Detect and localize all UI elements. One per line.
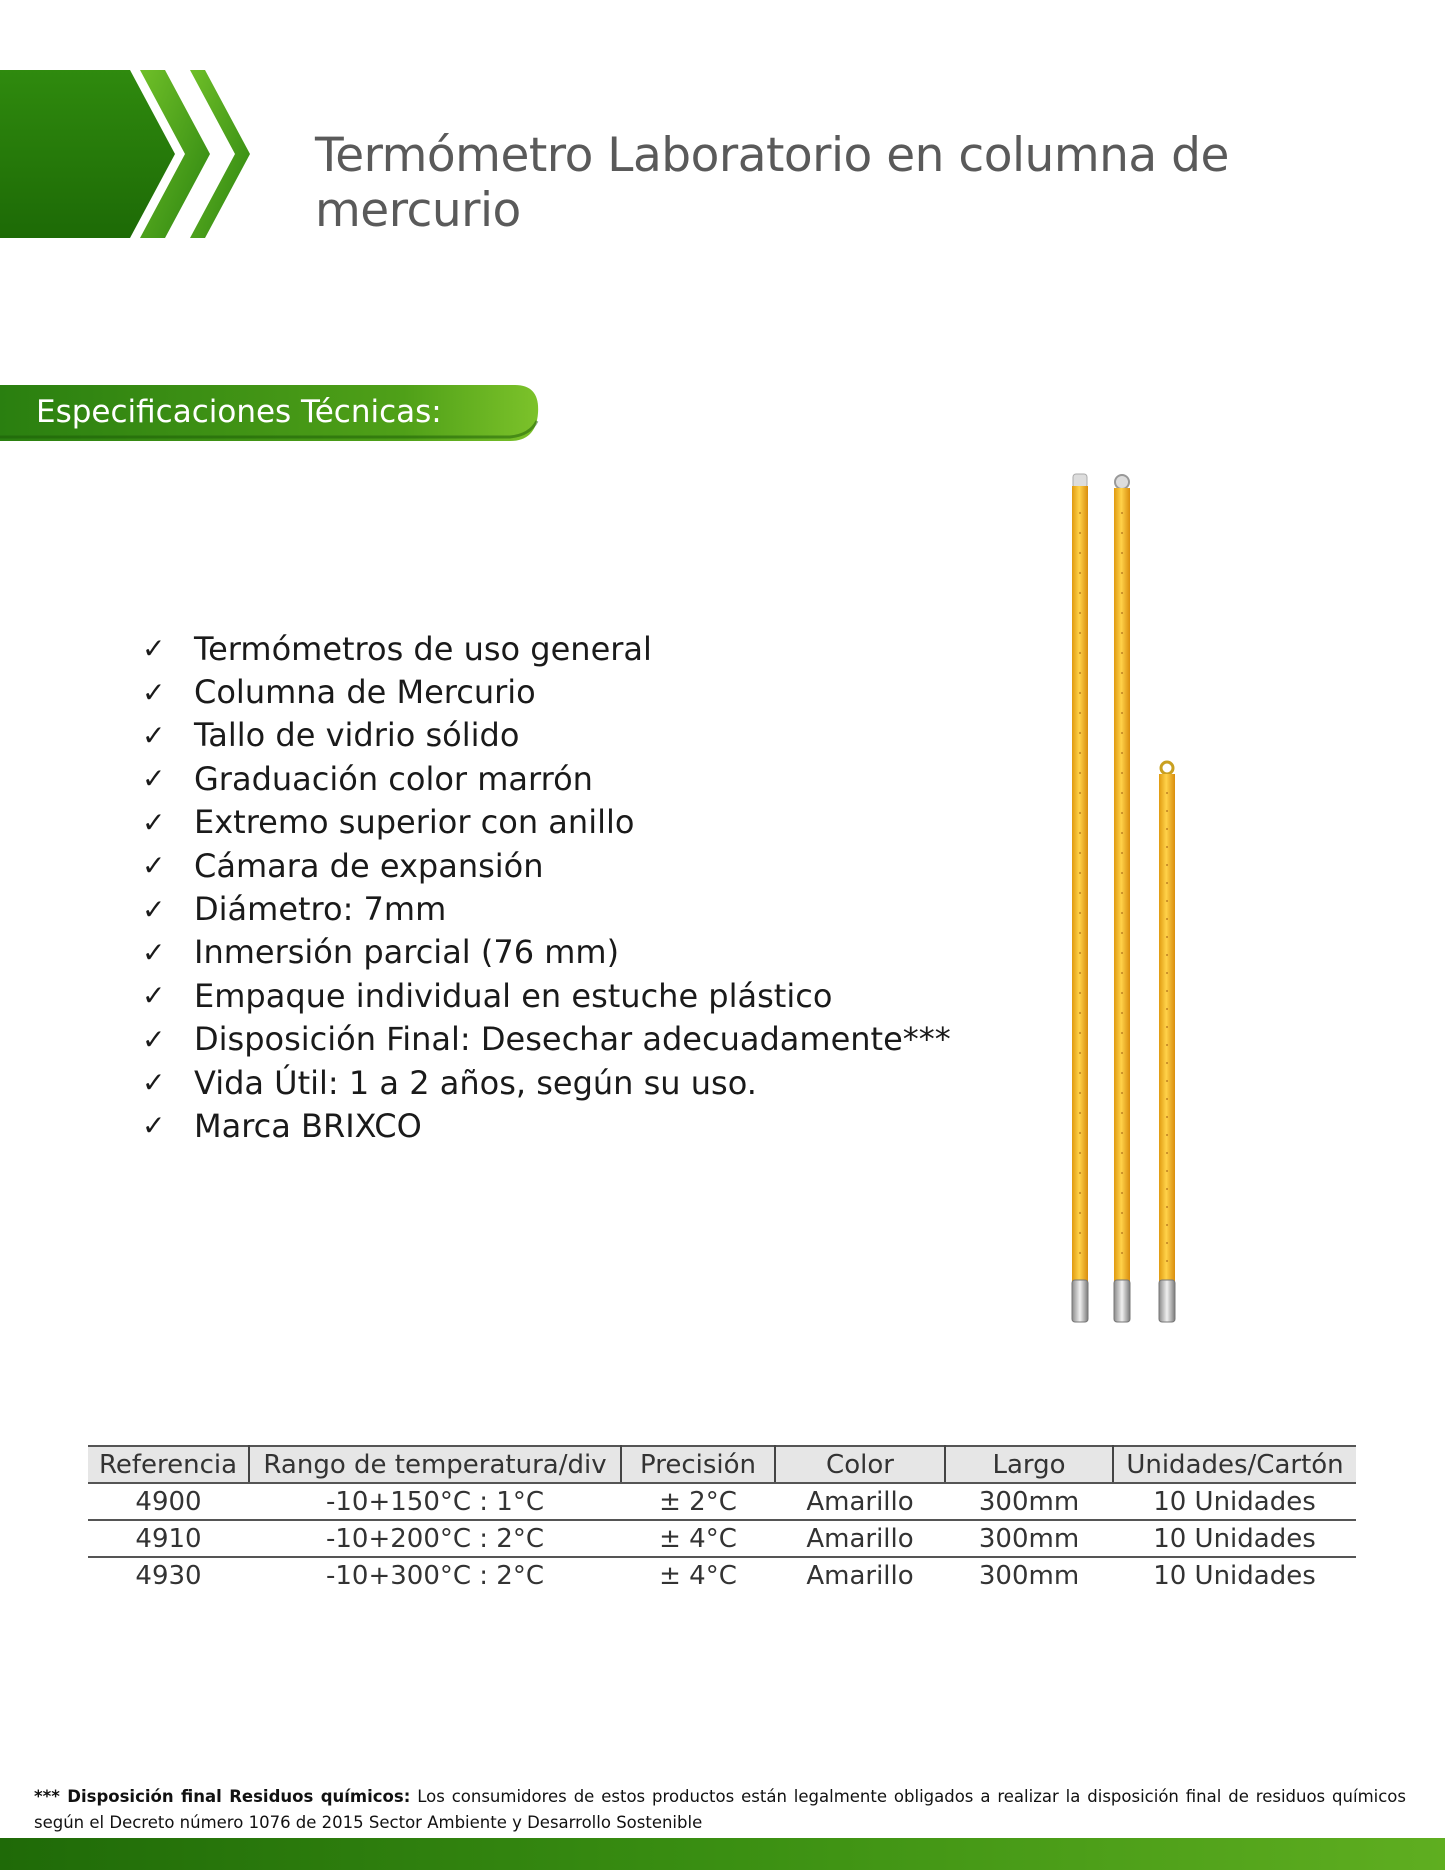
list-item xyxy=(142,931,951,974)
feature-text: Inmersión parcial (76 mm) xyxy=(194,933,620,972)
table-cell: 10 Unidades xyxy=(1113,1483,1356,1520)
page-title: Termómetro Laboratorio en columna de mercurio xyxy=(315,128,1229,238)
feature-text: Diámetro: 7mm xyxy=(194,890,447,929)
column-header: Color xyxy=(775,1446,945,1483)
table-header-row xyxy=(88,1446,1356,1483)
list-item xyxy=(142,887,951,930)
check-icon: ✓ xyxy=(142,1109,166,1143)
feature-text: Termómetros de uso general xyxy=(194,629,652,668)
check-icon: ✓ xyxy=(142,1022,166,1056)
check-icon: ✓ xyxy=(142,805,166,839)
table-cell: 4900 xyxy=(88,1483,249,1520)
footnote-label: *** Disposición final Residuos químicos: xyxy=(34,1787,411,1806)
list-item xyxy=(142,714,951,757)
check-icon: ✓ xyxy=(142,979,166,1013)
table-cell: ± 2°C xyxy=(621,1483,775,1520)
spec-table xyxy=(88,1445,1356,1593)
table-cell: 4910 xyxy=(88,1520,249,1557)
list-item xyxy=(142,801,951,844)
feature-text: Disposición Final: Desechar adecuadamente*** xyxy=(194,1020,951,1059)
list-item xyxy=(142,844,951,887)
section-banner xyxy=(0,385,540,441)
list-item xyxy=(142,757,951,800)
table-row xyxy=(88,1483,1356,1520)
feature-text: Empaque individual en estuche plástico xyxy=(194,976,833,1015)
chevron-logo xyxy=(0,70,250,238)
table-cell: Amarillo xyxy=(775,1483,945,1520)
table-cell: ± 4°C xyxy=(659,1560,737,1591)
column-header: Rango de temperatura/div xyxy=(249,1446,621,1483)
column-header: Unidades/Cartón xyxy=(1113,1446,1356,1483)
thermometer-3 xyxy=(1159,762,1175,1322)
footnote-text: Los consumidores de estos productos están legalmente obligados a realizar la disposición final de residuos químicos según el Decreto número 1076 de 2015 Sector Ambiente y Desarrollo Sostenible xyxy=(34,1787,1406,1832)
table-cell: 4930 xyxy=(135,1560,202,1591)
table-row xyxy=(88,1557,1356,1593)
feature-text: Columna de Mercurio xyxy=(194,673,536,712)
section-label: Especificaciones Técnicas: xyxy=(36,394,442,430)
table-cell: -10+200°C : 2°C xyxy=(249,1520,621,1557)
table-cell: Amarillo xyxy=(806,1560,914,1591)
bottom-bar xyxy=(0,1838,1445,1870)
check-icon: ✓ xyxy=(142,675,166,709)
table-cell: -10+150°C : 1°C xyxy=(249,1483,621,1520)
check-icon: ✓ xyxy=(142,935,166,969)
check-icon: ✓ xyxy=(142,762,166,796)
feature-list xyxy=(142,627,951,1148)
table-cell: 300mm xyxy=(945,1520,1113,1557)
list-item xyxy=(142,670,951,713)
table-cell: 300mm xyxy=(978,1560,1080,1591)
table-cell: 10 Unidades xyxy=(1153,1560,1316,1591)
check-icon: ✓ xyxy=(142,849,166,883)
thermometer-2 xyxy=(1114,475,1130,1322)
list-item xyxy=(142,627,951,670)
feature-text: Cámara de expansión xyxy=(194,846,544,885)
check-icon: ✓ xyxy=(142,892,166,926)
table-cell: Amarillo xyxy=(775,1520,945,1557)
feature-text: Graduación color marrón xyxy=(194,759,593,798)
thermometers-image xyxy=(1060,472,1180,1327)
check-icon: ✓ xyxy=(142,632,166,666)
list-item xyxy=(142,1104,951,1147)
footnote xyxy=(34,1784,1406,1836)
table-cell: -10+300°C : 2°C xyxy=(325,1560,545,1591)
table-row xyxy=(88,1520,1356,1557)
table-cell: 10 Unidades xyxy=(1113,1520,1356,1557)
thermometer-1 xyxy=(1072,474,1088,1322)
feature-text: Tallo de vidrio sólido xyxy=(194,716,520,755)
check-icon: ✓ xyxy=(142,1066,166,1100)
table-cell: 300mm xyxy=(945,1483,1113,1520)
feature-text: Vida Útil: 1 a 2 años, según su uso. xyxy=(194,1063,757,1102)
table-cell: ± 4°C xyxy=(621,1520,775,1557)
column-header: Largo xyxy=(945,1446,1113,1483)
list-item xyxy=(142,974,951,1017)
feature-text: Extremo superior con anillo xyxy=(194,803,635,842)
check-icon: ✓ xyxy=(142,718,166,752)
column-header: Referencia xyxy=(88,1446,249,1483)
feature-text: Marca BRIXCO xyxy=(194,1106,422,1145)
list-item xyxy=(142,1018,951,1061)
list-item xyxy=(142,1061,951,1104)
column-header: Precisión xyxy=(621,1446,775,1483)
